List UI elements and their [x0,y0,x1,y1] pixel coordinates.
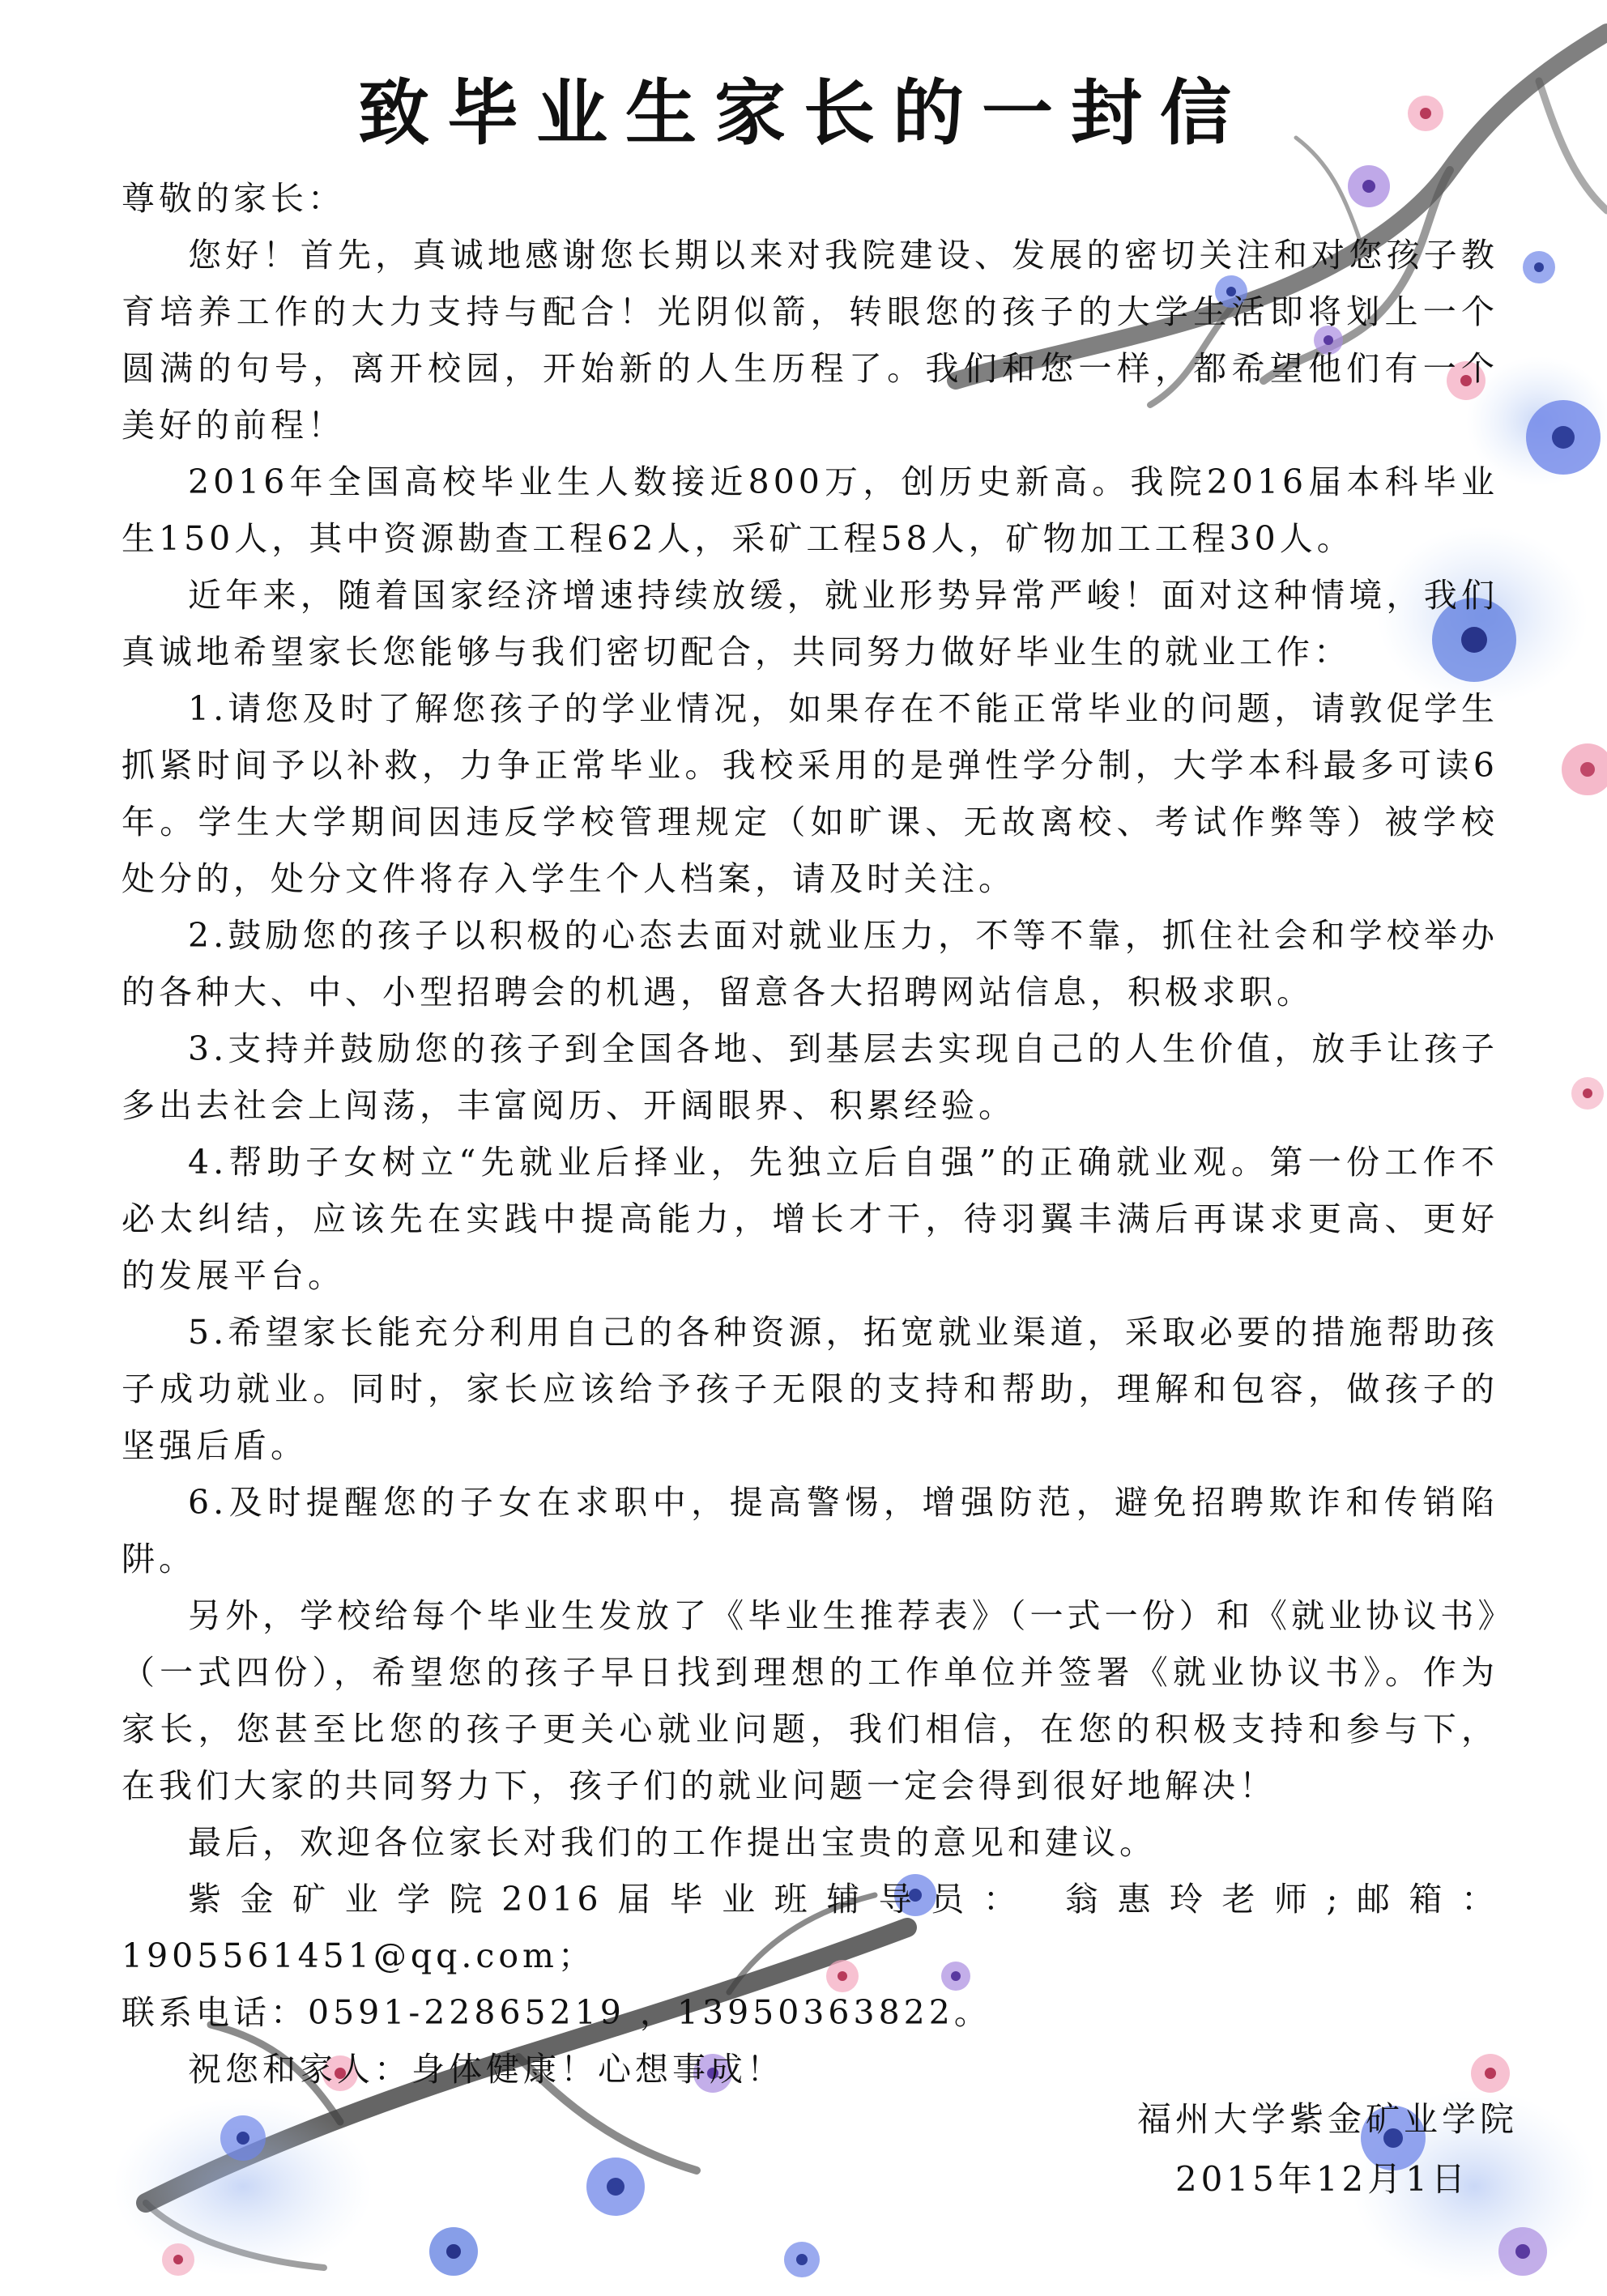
list-item: 3.支持并鼓励您的孩子到全国各地、到基层去实现自己的人生价值，放手让孩子多出去社会上闯荡，丰富阅历、开阔眼界、积累经验。 [121,1029,1498,1125]
signature-date: 2015年12月1日 [1174,2159,1469,2199]
list-item: 4.帮助子女树立“先就业后择业，先独立后自强”的正确就业观。第一份工作不必太纠结，应该先在实践中提高能力，增长才干，待羽翼丰满后再谋求更高、更好的发展平台。 [121,1143,1498,1295]
list-item: 6.及时提醒您的子女在求职中，提高警惕，增强防范，避免招聘欺诈和传销陷阱。 [121,1483,1498,1578]
letter-body [121,170,1498,2098]
contact-line: 紫金矿业学院2016届毕业班辅导员： 翁惠玲老师;邮箱：1905561451@qq.com； [121,1880,1498,1975]
paragraph-statistics: 2016年全国高校毕业生人数接近800万，创历史新高。我院2016届本科毕业生150人，其中资源勘查工程62人，采矿工程58人，矿物加工工程30人。 [121,462,1498,558]
list-item: 5.希望家长能充分利用自己的各种资源，拓宽就业渠道，采取必要的措施帮助孩子成功就业。同时，家长应该给予孩子无限的支持和帮助，理解和包容，做孩子的坚强后盾。 [121,1313,1498,1465]
contact-phone: 联系电话：0591-22865219 ，13950363822。 [121,1993,991,2032]
list-item: 1.请您及时了解您孩子的学业情况，如果存在不能正常毕业的问题，请敦促学生抓紧时间予以补救，力争正常毕业。我校采用的是弹性学分制，大学本科最多可读6年。学生大学期间因违反学校管理规定（如旷课、无故离校、考试作弊等）被学校处分的，处分文件将存入学生个人档案，请及时关注。 [121,689,1498,898]
signature-org: 福州大学紫金矿业学院 [1136,2099,1518,2139]
wishes: 祝您和家人：身体健康！心想事成！ [188,2050,784,2089]
paragraph-documents: 另外，学校给每个毕业生发放了《毕业生推荐表》（一式一份）和《就业协议书》（一式四份），希望您的孩子早日找到理想的工作单位并签署《就业协议书》。作为家长，您甚至比您的孩子更关心就业问题，我们相信，在您的积极支持和参与下，在我们大家的共同努力下，孩子们的就业问题一定会得到很好地解决！ [121,1596,1498,1805]
greeting: 尊敬的家长： [121,179,345,218]
page-title: 致毕业生家长的一封信 [357,70,1249,155]
paragraph-intro: 您好！首先，真诚地感谢您长期以来对我院建设、发展的密切关注和对您孩子教育培养工作的大力支持与配合！光阴似箭，转眼您的孩子的大学生活即将划上一个圆满的句号，离开校园，开始新的人生历程了。我们和您一样，都希望他们有一个美好的前程！ [121,236,1498,445]
paragraph-situation: 近年来，随着国家经济增速持续放缓，就业形势异常严峻！面对这种情境，我们真诚地希望家长您能够与我们密切配合，共同努力做好毕业生的就业工作： [121,576,1498,671]
signature-block [951,2089,1518,2209]
list-item: 2.鼓励您的孩子以积极的心态去面对就业压力，不等不靠，抓住社会和学校举办的各种大、中、小型招聘会的机遇，留意各大招聘网站信息，积极求职。 [121,916,1498,1012]
paragraph-closing: 最后，欢迎各位家长对我们的工作提出宝贵的意见和建议。 [188,1823,1157,1862]
